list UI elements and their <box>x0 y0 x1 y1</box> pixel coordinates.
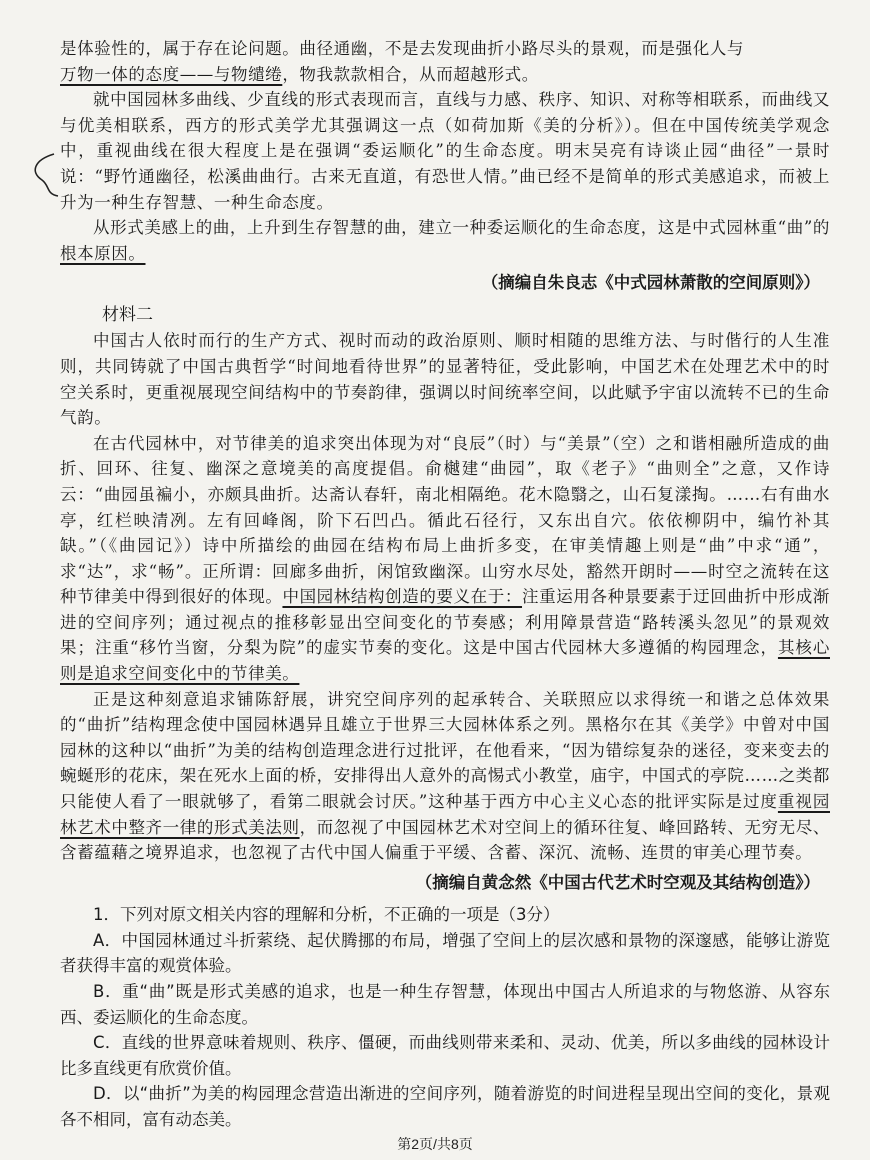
underlined-phrase: 其核心则是追求空间变化中的节律美。 <box>60 638 830 684</box>
para1-line2: ，物我款款相合，从而超越形式。 <box>282 64 539 84</box>
paragraph-6 <box>60 687 830 866</box>
option-c: C．直线的世界意味着规则、秩序、僵硬，而曲线则带来柔和、灵动、优美，所以多曲线的园林设计比多直线更有欣赏价值。 <box>60 1033 830 1078</box>
para1-line1: 是体验性的，属于存在论问题。曲径通幽，不是去发现曲折小路尽头的景观，而是强化人与 <box>60 39 744 58</box>
underlined-phrase: 重视园林艺术中整齐一律的形式美法则 <box>60 792 830 837</box>
option-b: B．重“曲”既是形式美感的追求，也是一种生存智慧，体现出中国古人所追求的与物悠游、从容东西、委运顺化的生命态度。 <box>60 982 830 1027</box>
material-heading: 材料二 <box>102 305 153 326</box>
question-title: 1．下列对原文相关内容的理解和分析，不正确的一项是（3分） <box>93 904 560 924</box>
para5-text-b: 注重运用各种景要素于迂回曲折中形成渐进的空间序列；通过视点的推移彰显出空间变化的节奏感；利用障景营造“路转溪头忽见”的景观效果；注重“移竹当窗，分梨为院”的虚实节奏的变化。这是中国古代园林大多遵循的构园理念， <box>60 587 830 658</box>
pen-annotation-icon <box>24 150 64 200</box>
underlined-phrase: 中国园林结构创造的要义在于： <box>282 587 523 607</box>
source-citation-1: （摘编自朱良志《中式园林萧散的空间原则》） <box>481 273 820 293</box>
paragraph-5 <box>60 431 830 687</box>
paragraph-4: 中国古人依时而行的生产方式、视时而动的政治原则、顺时相随的思维方法、与时偕行的人生准则，共同铸就了中国古典哲学“时间地看待世界”的显著特征，受此影响，中国艺术在处理艺术中的时空关系时，更重视展现空间结构中的节奏韵律，强调以时间统率空间，以此赋予宇宙以流转不已的生命气韵。 <box>60 331 830 428</box>
paragraph-1 <box>60 36 830 87</box>
underlined-phrase: 万物一体的态度——与物缱绻 <box>60 64 283 84</box>
para6-text-b: ，而忽视了中国园林艺术对空间上的循环往复、峰回路转、无穷无尽、含蓄蕴藉之境界追求，也忽视了古代中国人偏重于平缓、含蓄、深沉、流畅、连贯的审美心理节奏。 <box>60 817 830 863</box>
option-a: A．中国园林通过斗折萦绕、起伏腾挪的布局，增强了空间上的层次感和景物的深邃感，能够让游览者获得丰富的观赏体验。 <box>60 930 830 976</box>
option-d: D．以“曲折”为美的构园理念营造出渐进的空间序列，随着游览的时间进程呈现出空间的变化，景观各不相同，富有动态美。 <box>60 1084 830 1129</box>
para3-text: 从形式美感上的曲，上升到生存智慧的曲，建立一种委运顺化的生命态度，这是中式园林重“曲”的 <box>93 218 830 238</box>
paragraph-3 <box>60 215 830 266</box>
source-citation-2: （摘编自黄念然《中国古代艺术时空观及其结构创造》） <box>415 872 820 892</box>
para5-text-a: 在古代园林中，对节律美的追求突出体现为对“良辰”（时）与“美景”（空）之和谐相融所造成的曲折、回环、往复、幽深之意境美的高度提倡。俞樾建“曲园”，取《老子》“曲则全”之意，又作诗云：“曲园虽褊小，亦颇具曲折。达斋认春轩，南北相隔绝。花木隐翳之，山石复漾掏。……右有曲水亭，红栏映清冽。左有回峰阁，阶下石凹凸。循此石径行，又东出自穴。依依柳阴中，编竹补其缺。”（《曲园记》）诗中所描绘的曲园在结构布局上曲折多变，在审美情趣上则是“曲”中求“通”，求“达”，求“畅”。正所谓：回廊多曲折，闲馆致幽深。山穷水尽处，豁然开朗时——时空之流转在这种节律美中得到很好的体现。 <box>60 433 830 607</box>
para6-text-a: 正是这种刻意追求铺陈舒展，讲究空间序列的起承转合、关联照应以求得统一和谐之总体效果的“曲折”结构理念使中国园林遇异且雄立于世界三大园林体系之列。黑格尔在其《美学》中曾对中国园林的这种以“曲折”为美的结构创造理念进行过批评，在他看来，“因为错综复杂的迷径，变来变去的蜿蜒形的花床，架在死水上面的桥，安排得出人意外的高惕式小教堂，庙宇，中国式的亭院……之类都只能使人看了一眼就够了，看第二眼就会讨厌。”这种基于西方中心主义心态的批评实际是过度 <box>60 689 830 812</box>
underlined-phrase: 根本原因。 <box>60 243 146 263</box>
page-number: 第2页/共8页 <box>397 1136 473 1152</box>
paragraph-2: 就中国园林多曲线、少直线的形式表现而言，直线与力感、秩序、知识、对称等相联系，而曲线又与优美相联系，西方的形式美学尤其强调这一点（如荷加斯《美的分析》）。但在中国传统美学观念中，重视曲线在很大程度上是在强调“委运顺化”的生命态度。明末吴亮有诗谈止园“曲径”一景时说：“野竹通幽径，松溪曲曲行。古来无直道，有恐世人情。”曲已经不是简单的形式美感追求，而被上升为一种生存智慧、一种生命态度。 <box>60 90 830 212</box>
